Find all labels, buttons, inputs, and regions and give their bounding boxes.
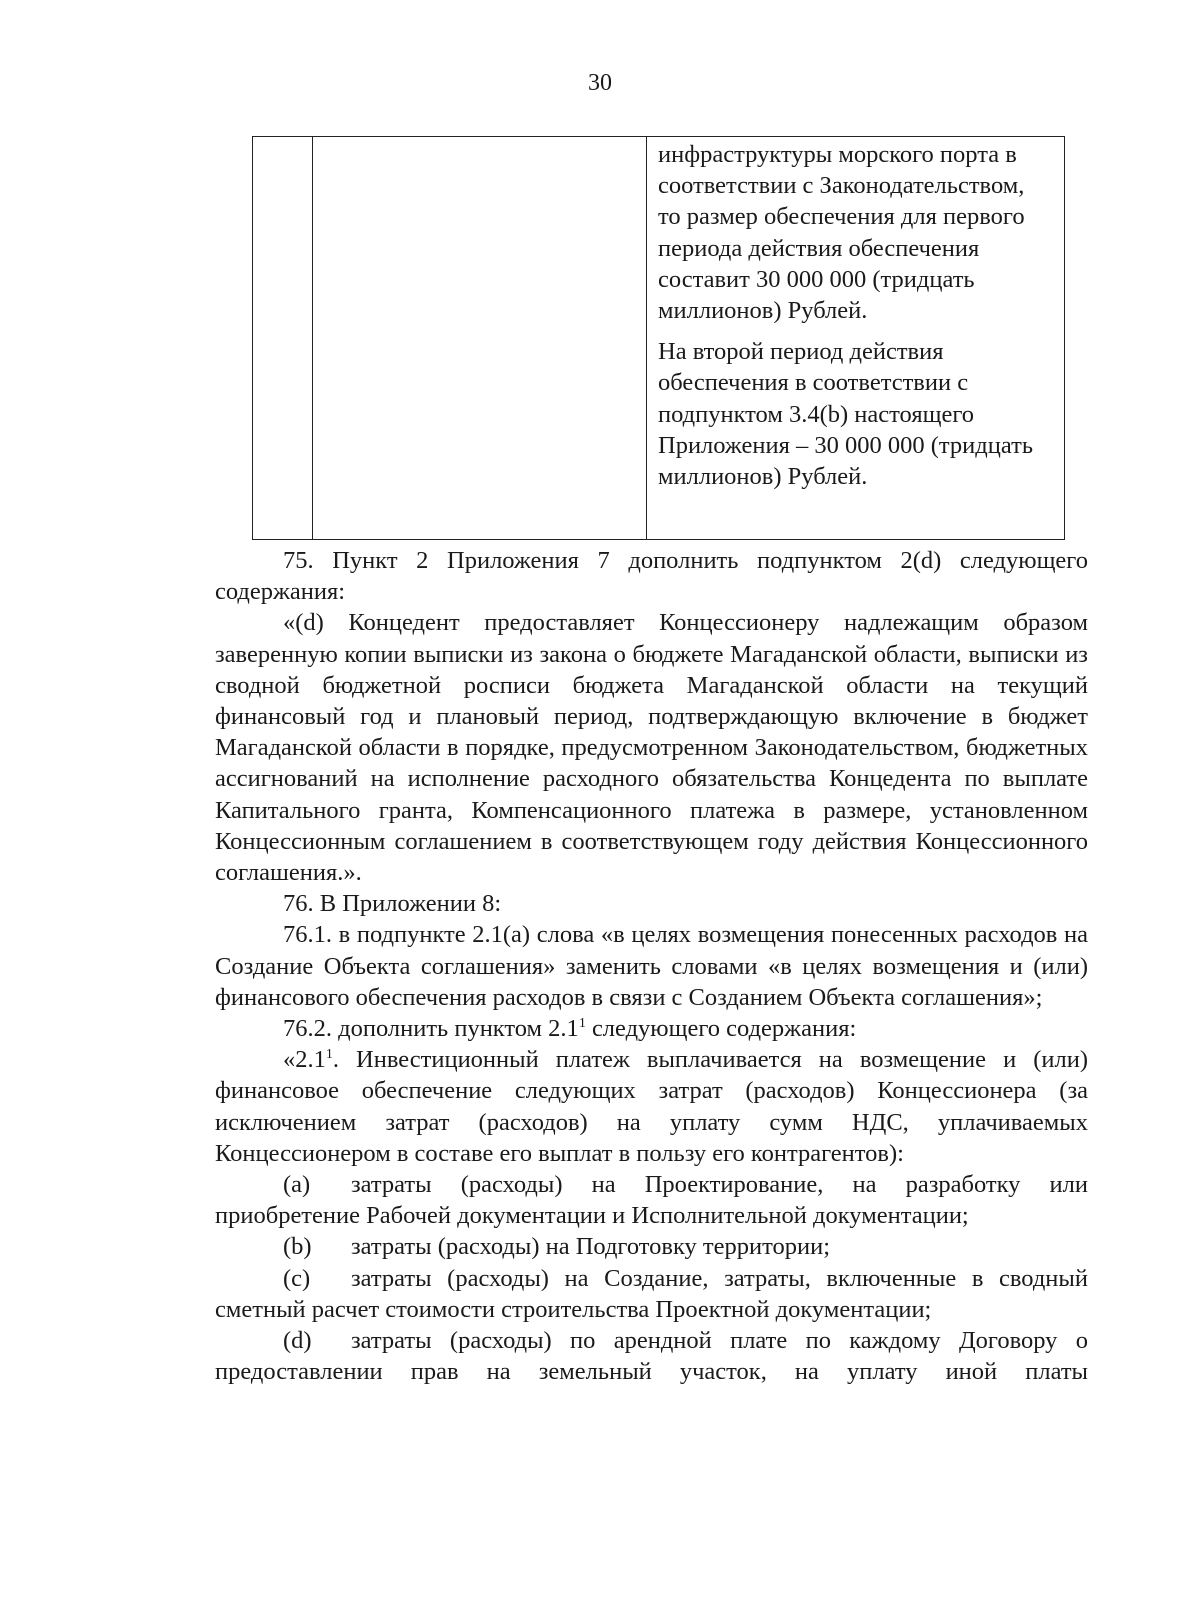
- paragraph-75-quote: «(d) Концедент предоставляет Концессионеру надлежащим образом заверенную копии выписки из закона о бюджете Магаданской области, выписки из сводной бюджетной росписи бюджета Магаданской области на текущий финансовый год и плановый период, подтверждающую включение в бюджет Магаданской области в порядке, предусмотренном Законодательством, бюджетных ассигнований на исполнение расходного обязательства Концедента по выплате Капитального гранта, Компенсационного платежа в размере, установленном Концессионным соглашением в соответствующем году действия Концессионного соглашения.».: [215, 609, 1088, 887]
- list-item-label: (a): [283, 1171, 311, 1199]
- cell-paragraph: инфраструктуры морского порта в соответствии с Законодательством, то размер обеспечения для первого периода действия обеспечения составит 30 000 000 (тридцать миллионов) Рублей.: [658, 141, 1025, 325]
- list-item-label: (b): [283, 1233, 312, 1261]
- paragraph-2-1-1-num: «2.1: [283, 1046, 326, 1074]
- list-item: [215, 1169, 1088, 1231]
- superscript: 1: [578, 1015, 586, 1031]
- paragraph-76-2-tail: следующего содержания:: [585, 1015, 857, 1043]
- document-body: [215, 545, 1088, 1387]
- paragraph-76-2-text: 76.2. дополнить пунктом 2.1: [283, 1015, 579, 1043]
- list-item: [215, 1231, 1088, 1262]
- list-item: [215, 1325, 1088, 1387]
- paragraph-2-1-1-text: . Инвестиционный платеж выплачивается на возмещение и (или) финансовое обеспечение следующих затрат (расходов) Концессионера (за исключением затрат (расходов) на уплату сумм НДС, уплачиваемых Концессионером в составе его выплат в пользу его контрагентов):: [215, 1046, 1088, 1167]
- list-item: [215, 1263, 1088, 1325]
- paragraph-75: 75. Пункт 2 Приложения 7 дополнить подпунктом 2(d) следующего содержания:: [215, 547, 1088, 606]
- list-item-text: затраты (расходы) на Подготовку территории;: [351, 1233, 831, 1261]
- page-number: 30: [588, 70, 612, 96]
- continuation-table: [252, 136, 1065, 540]
- list-item-label: (d): [283, 1327, 312, 1355]
- table-column-divider: [312, 137, 313, 539]
- list-item-text: затраты (расходы) на Создание, затраты, включенные в сводный сметный расчет стоимости строительства Проектной документации;: [215, 1264, 1088, 1323]
- superscript: 1: [325, 1047, 333, 1063]
- list-item-text: затраты (расходы) по арендной плате по каждому Договору о предоставлении прав на земельный участок, на уплату иной платы: [215, 1327, 1088, 1386]
- cell-paragraph: На второй период действия обеспечения в соответствии с подпунктом 3.4(b) настоящего Приложения – 30 000 000 (тридцать миллионов) Рублей.: [658, 338, 1033, 491]
- table-column-divider: [646, 137, 647, 539]
- paragraph-76-2: [215, 1013, 1088, 1044]
- paragraph-2-1-1: [215, 1044, 1088, 1169]
- paragraph-76-1: 76.1. в подпункте 2.1(a) слова «в целях возмещения понесенных расходов на Создание Объекта соглашения» заменить словами «в целях возмещения и (или) финансового обеспечения расходов в связи с Созданием Объекта соглашения»;: [215, 921, 1088, 1011]
- list-item-label: (c): [283, 1264, 311, 1292]
- table-cell-text: [658, 139, 1053, 492]
- paragraph-76: 76. В Приложении 8:: [283, 890, 502, 918]
- list-item-text: затраты (расходы) на Проектирование, на разработку или приобретение Рабочей документации и Исполнительной документации;: [215, 1171, 1088, 1230]
